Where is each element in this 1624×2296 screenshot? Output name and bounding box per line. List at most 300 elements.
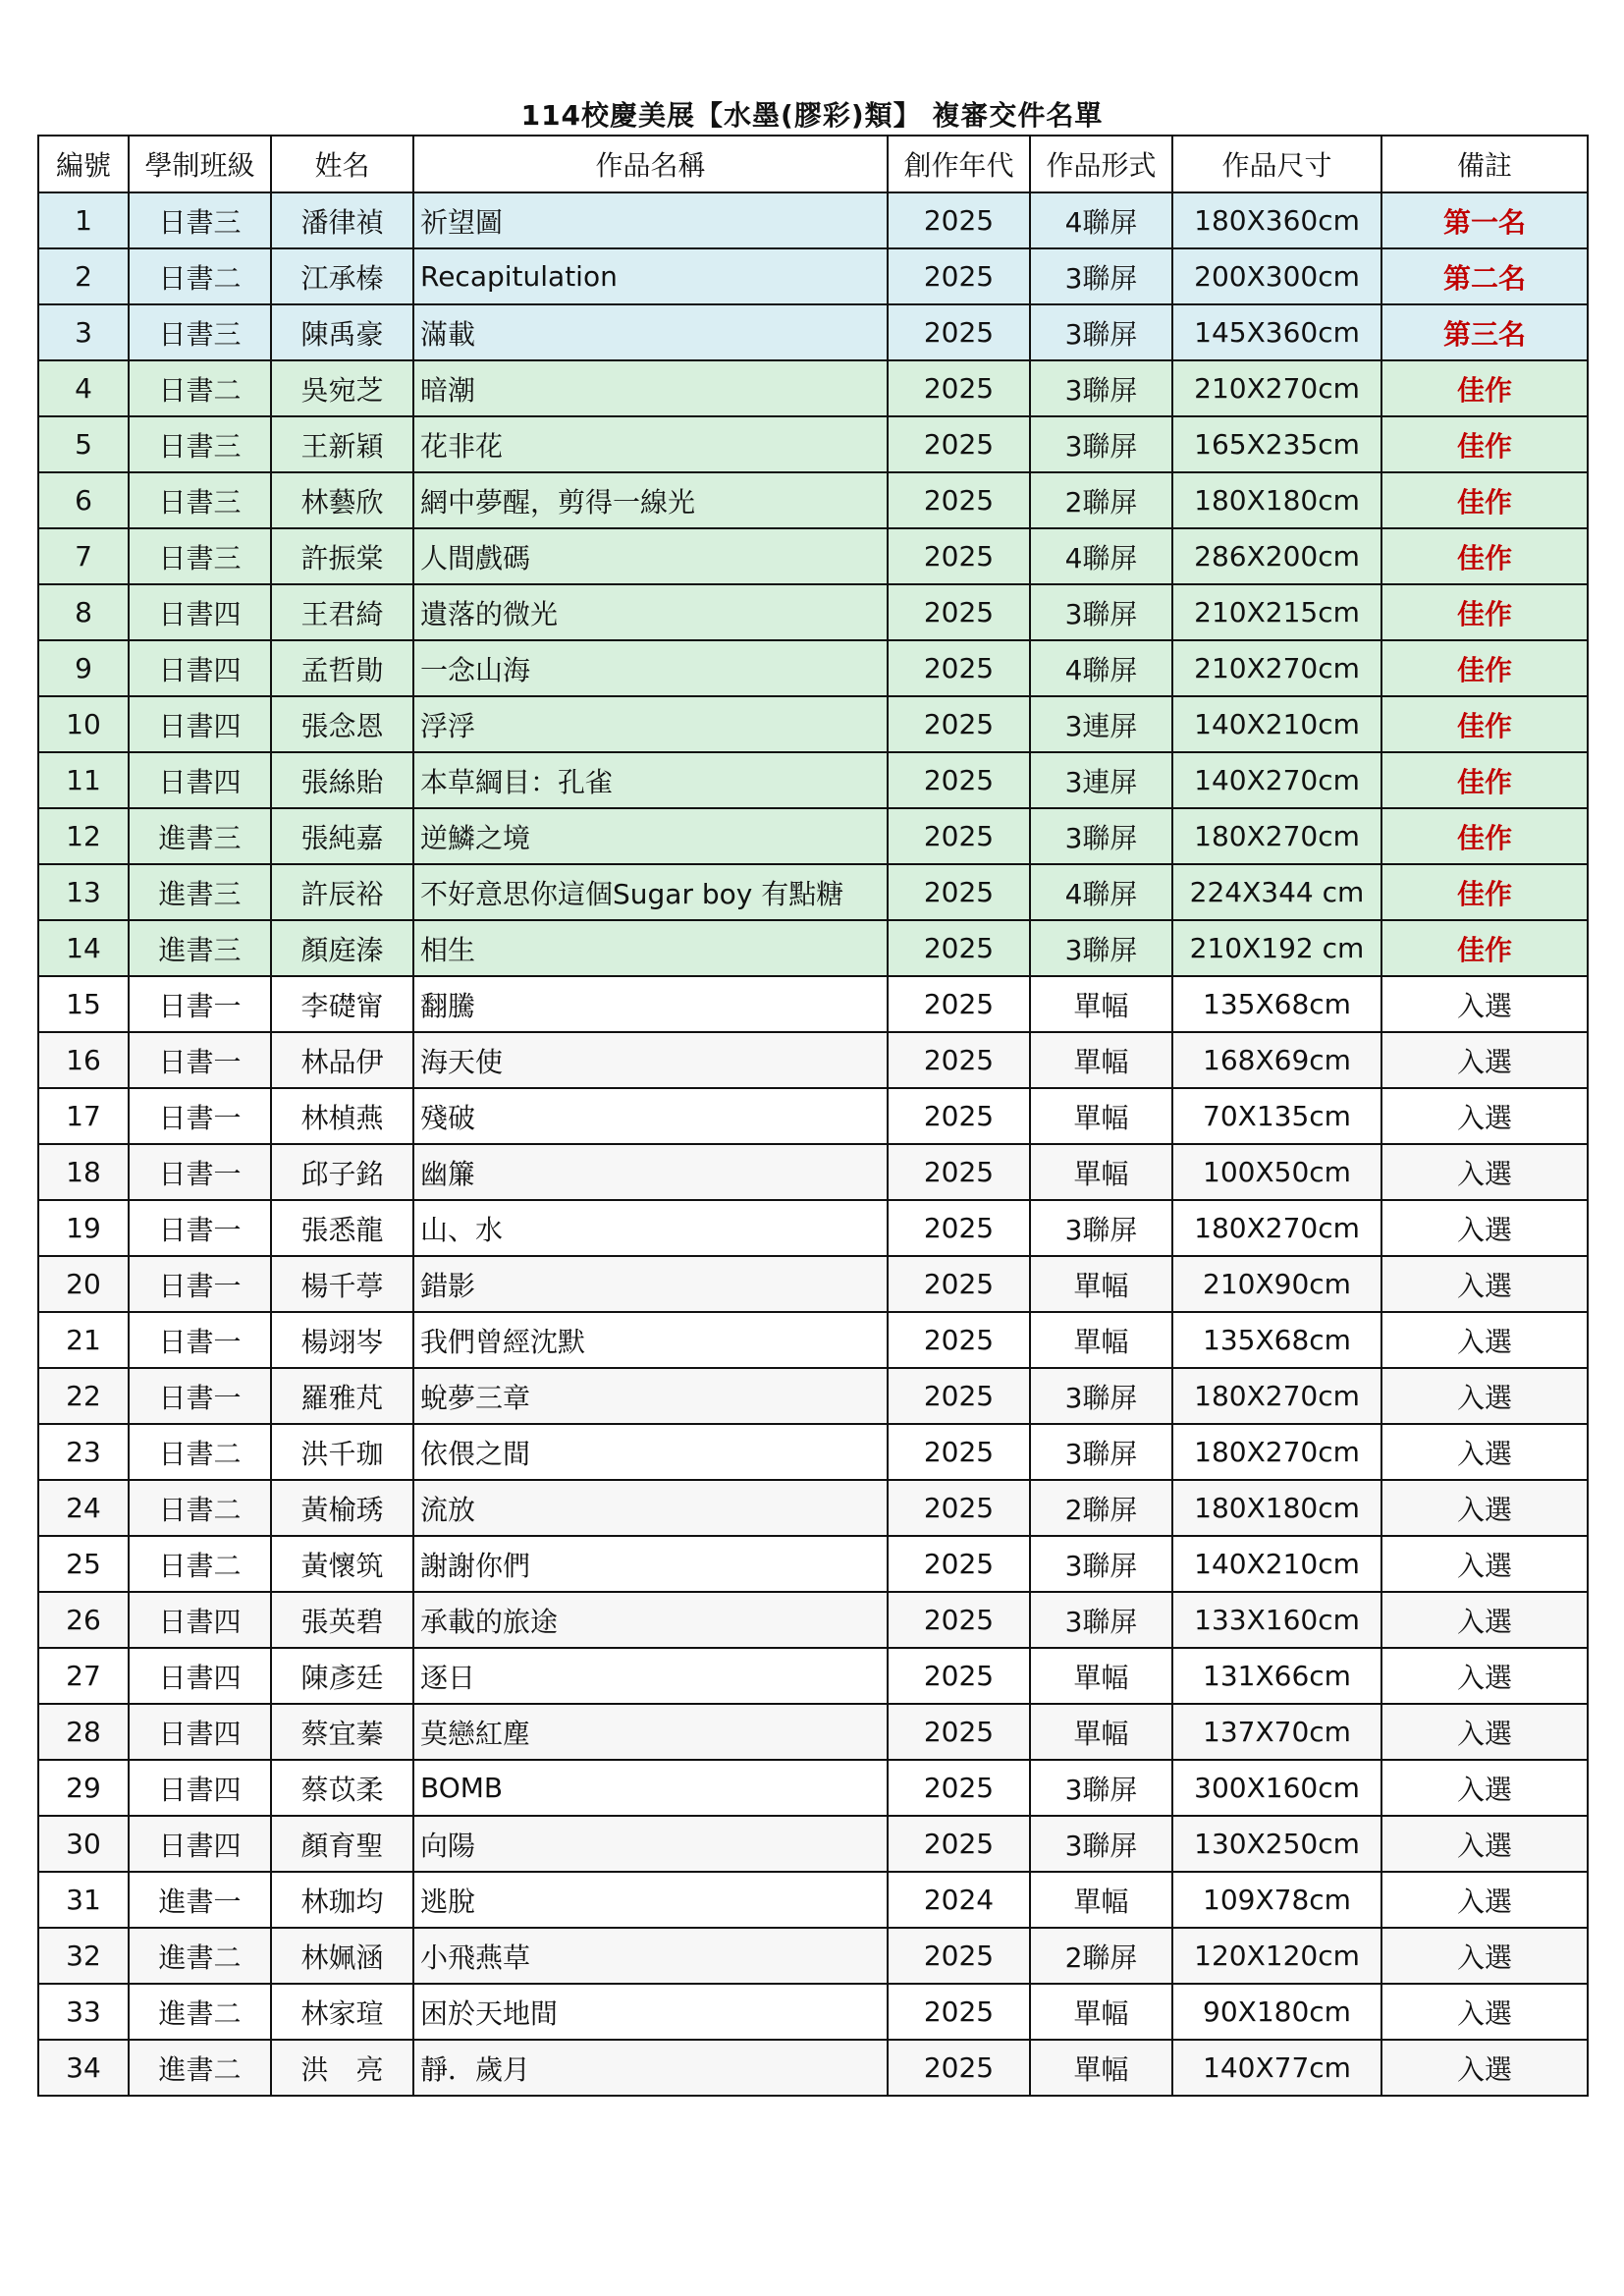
- cell-remark: 入選: [1381, 1592, 1588, 1648]
- cell-year: 2025: [888, 976, 1030, 1032]
- cell-year: 2025: [888, 1984, 1030, 2040]
- header-format: 作品形式: [1030, 136, 1172, 192]
- table-row: [38, 1984, 1588, 2040]
- cell-format: 3聯屏: [1030, 416, 1172, 472]
- cell-class: 進書三: [129, 920, 271, 976]
- table-row: [38, 1368, 1588, 1424]
- table-row: [38, 1592, 1588, 1648]
- cell-year: 2025: [888, 1144, 1030, 1200]
- table-row: [38, 696, 1588, 752]
- cell-remark: 入選: [1381, 1200, 1588, 1256]
- cell-format: 3連屏: [1030, 752, 1172, 808]
- cell-student-name: 陳彥廷: [271, 1648, 413, 1704]
- cell-class: 進書二: [129, 1984, 271, 2040]
- cell-size: 180X270cm: [1172, 1368, 1381, 1424]
- table-row: [38, 1088, 1588, 1144]
- cell-student-name: 邱子銘: [271, 1144, 413, 1200]
- cell-work-title: 相生: [413, 920, 888, 976]
- cell-student-name: 洪 亮: [271, 2040, 413, 2096]
- cell-class: 日書二: [129, 1536, 271, 1592]
- cell-student-name: 陳禹豪: [271, 304, 413, 360]
- cell-remark: 佳作: [1381, 696, 1588, 752]
- cell-format: 3聯屏: [1030, 1816, 1172, 1872]
- table-row: [38, 1928, 1588, 1984]
- cell-format: 3聯屏: [1030, 808, 1172, 864]
- cell-year: 2025: [888, 1928, 1030, 1984]
- cell-remark: 佳作: [1381, 584, 1588, 640]
- cell-remark: 入選: [1381, 1704, 1588, 1760]
- cell-format: 3聯屏: [1030, 1760, 1172, 1816]
- cell-number: 34: [38, 2040, 129, 2096]
- cell-work-title: 花非花: [413, 416, 888, 472]
- cell-class: 日書三: [129, 192, 271, 248]
- cell-size: 140X210cm: [1172, 696, 1381, 752]
- cell-remark: 佳作: [1381, 528, 1588, 584]
- cell-number: 9: [38, 640, 129, 696]
- cell-work-title: BOMB: [413, 1760, 888, 1816]
- cell-student-name: 林品伊: [271, 1032, 413, 1088]
- cell-format: 3聯屏: [1030, 1200, 1172, 1256]
- cell-number: 11: [38, 752, 129, 808]
- cell-remark: 入選: [1381, 1032, 1588, 1088]
- cell-remark: 入選: [1381, 1368, 1588, 1424]
- cell-number: 15: [38, 976, 129, 1032]
- cell-year: 2025: [888, 1592, 1030, 1648]
- cell-number: 23: [38, 1424, 129, 1480]
- cell-format: 單幅: [1030, 1144, 1172, 1200]
- cell-class: 日書四: [129, 584, 271, 640]
- cell-work-title: 錯影: [413, 1256, 888, 1312]
- cell-student-name: 張念恩: [271, 696, 413, 752]
- table-row: [38, 1704, 1588, 1760]
- cell-remark: 入選: [1381, 1760, 1588, 1816]
- cell-format: 3聯屏: [1030, 1368, 1172, 1424]
- cell-number: 8: [38, 584, 129, 640]
- cell-class: 日書二: [129, 248, 271, 304]
- cell-remark: 第一名: [1381, 192, 1588, 248]
- cell-remark: 第二名: [1381, 248, 1588, 304]
- cell-work-title: 祈望圖: [413, 192, 888, 248]
- cell-year: 2025: [888, 640, 1030, 696]
- table-row: [38, 1032, 1588, 1088]
- cell-work-title: 依偎之間: [413, 1424, 888, 1480]
- cell-year: 2025: [888, 1536, 1030, 1592]
- table-row: [38, 864, 1588, 920]
- cell-student-name: 張純嘉: [271, 808, 413, 864]
- table-row: [38, 416, 1588, 472]
- cell-remark: 入選: [1381, 976, 1588, 1032]
- cell-class: 進書二: [129, 2040, 271, 2096]
- cell-class: 進書一: [129, 1872, 271, 1928]
- cell-number: 7: [38, 528, 129, 584]
- cell-student-name: 楊千葶: [271, 1256, 413, 1312]
- cell-remark: 入選: [1381, 1480, 1588, 1536]
- cell-remark: 入選: [1381, 1144, 1588, 1200]
- cell-work-title: 蛻夢三章: [413, 1368, 888, 1424]
- cell-number: 32: [38, 1928, 129, 1984]
- cell-work-title: 謝謝你們: [413, 1536, 888, 1592]
- table-row: [38, 1256, 1588, 1312]
- cell-work-title: 小飛燕草: [413, 1928, 888, 1984]
- cell-work-title: 海天使: [413, 1032, 888, 1088]
- cell-number: 6: [38, 472, 129, 528]
- cell-year: 2025: [888, 1032, 1030, 1088]
- cell-student-name: 蔡宜蓁: [271, 1704, 413, 1760]
- cell-work-title: 向陽: [413, 1816, 888, 1872]
- cell-student-name: 孟哲勛: [271, 640, 413, 696]
- table-row: [38, 528, 1588, 584]
- cell-size: 180X180cm: [1172, 472, 1381, 528]
- cell-work-title: 浮浮: [413, 696, 888, 752]
- cell-work-title: 翻騰: [413, 976, 888, 1032]
- cell-work-title: Recapitulation: [413, 248, 888, 304]
- cell-year: 2025: [888, 584, 1030, 640]
- table-row: [38, 808, 1588, 864]
- cell-work-title: 山、水: [413, 1200, 888, 1256]
- cell-work-title: 人間戲碼: [413, 528, 888, 584]
- cell-number: 3: [38, 304, 129, 360]
- cell-class: 日書三: [129, 416, 271, 472]
- cell-student-name: 林藝欣: [271, 472, 413, 528]
- cell-class: 日書二: [129, 1480, 271, 1536]
- table-row: [38, 1424, 1588, 1480]
- cell-size: 180X270cm: [1172, 1200, 1381, 1256]
- cell-format: 3聯屏: [1030, 1536, 1172, 1592]
- cell-size: 145X360cm: [1172, 304, 1381, 360]
- cell-size: 140X210cm: [1172, 1536, 1381, 1592]
- cell-work-title: 不好意思你這個Sugar boy 有點糖: [413, 864, 888, 920]
- cell-class: 日書四: [129, 1816, 271, 1872]
- table-row: [38, 2040, 1588, 2096]
- cell-student-name: 楊翊岑: [271, 1312, 413, 1368]
- cell-size: 200X300cm: [1172, 248, 1381, 304]
- cell-size: 210X215cm: [1172, 584, 1381, 640]
- cell-year: 2025: [888, 1816, 1030, 1872]
- cell-class: 日書一: [129, 1032, 271, 1088]
- cell-work-title: 網中夢醒，剪得一線光: [413, 472, 888, 528]
- cell-size: 131X66cm: [1172, 1648, 1381, 1704]
- table-row: [38, 1536, 1588, 1592]
- cell-class: 日書四: [129, 696, 271, 752]
- cell-remark: 入選: [1381, 1872, 1588, 1928]
- cell-work-title: 遺落的微光: [413, 584, 888, 640]
- cell-remark: 入選: [1381, 1312, 1588, 1368]
- cell-format: 3聯屏: [1030, 920, 1172, 976]
- cell-number: 30: [38, 1816, 129, 1872]
- table-row: [38, 640, 1588, 696]
- table-row: [38, 1816, 1588, 1872]
- cell-size: 140X77cm: [1172, 2040, 1381, 2096]
- cell-student-name: 許振棠: [271, 528, 413, 584]
- cell-format: 3連屏: [1030, 696, 1172, 752]
- cell-remark: 入選: [1381, 1816, 1588, 1872]
- cell-year: 2025: [888, 1648, 1030, 1704]
- table-row: [38, 304, 1588, 360]
- cell-format: 4聯屏: [1030, 864, 1172, 920]
- cell-year: 2025: [888, 1200, 1030, 1256]
- cell-size: 140X270cm: [1172, 752, 1381, 808]
- cell-size: 90X180cm: [1172, 1984, 1381, 2040]
- table-row: [38, 360, 1588, 416]
- table-body: [38, 192, 1588, 2096]
- cell-student-name: 吳宛芝: [271, 360, 413, 416]
- cell-remark: 入選: [1381, 1928, 1588, 1984]
- cell-number: 25: [38, 1536, 129, 1592]
- cell-format: 單幅: [1030, 1704, 1172, 1760]
- cell-work-title: 一念山海: [413, 640, 888, 696]
- cell-size: 135X68cm: [1172, 976, 1381, 1032]
- cell-number: 29: [38, 1760, 129, 1816]
- cell-format: 4聯屏: [1030, 640, 1172, 696]
- cell-format: 3聯屏: [1030, 584, 1172, 640]
- cell-student-name: 黃榆琇: [271, 1480, 413, 1536]
- header-year: 創作年代: [888, 136, 1030, 192]
- cell-size: 210X270cm: [1172, 640, 1381, 696]
- header-class: 學制班級: [129, 136, 271, 192]
- table-row: [38, 584, 1588, 640]
- cell-size: 300X160cm: [1172, 1760, 1381, 1816]
- cell-class: 日書一: [129, 1088, 271, 1144]
- cell-class: 日書一: [129, 1200, 271, 1256]
- cell-work-title: 莫戀紅塵: [413, 1704, 888, 1760]
- cell-student-name: 黃懷筑: [271, 1536, 413, 1592]
- table-row: [38, 1872, 1588, 1928]
- cell-number: 2: [38, 248, 129, 304]
- cell-class: 日書一: [129, 1144, 271, 1200]
- cell-year: 2025: [888, 1760, 1030, 1816]
- cell-student-name: 李礎甯: [271, 976, 413, 1032]
- cell-format: 單幅: [1030, 1032, 1172, 1088]
- cell-size: 120X120cm: [1172, 1928, 1381, 1984]
- cell-format: 單幅: [1030, 976, 1172, 1032]
- cell-size: 210X270cm: [1172, 360, 1381, 416]
- cell-year: 2025: [888, 248, 1030, 304]
- cell-year: 2025: [888, 416, 1030, 472]
- cell-number: 14: [38, 920, 129, 976]
- cell-work-title: 承載的旅途: [413, 1592, 888, 1648]
- cell-format: 單幅: [1030, 1872, 1172, 1928]
- cell-year: 2025: [888, 864, 1030, 920]
- cell-year: 2025: [888, 1480, 1030, 1536]
- cell-year: 2025: [888, 920, 1030, 976]
- cell-size: 224X344 cm: [1172, 864, 1381, 920]
- cell-format: 單幅: [1030, 1088, 1172, 1144]
- cell-remark: 入選: [1381, 1088, 1588, 1144]
- cell-class: 日書四: [129, 640, 271, 696]
- page-title: 114校慶美展【水墨(膠彩)類】 複審交件名單: [520, 99, 1104, 132]
- cell-work-title: 我們曾經沈默: [413, 1312, 888, 1368]
- cell-number: 26: [38, 1592, 129, 1648]
- table-row: [38, 472, 1588, 528]
- cell-number: 13: [38, 864, 129, 920]
- cell-remark: 佳作: [1381, 752, 1588, 808]
- cell-number: 10: [38, 696, 129, 752]
- cell-class: 日書四: [129, 752, 271, 808]
- cell-work-title: 殘破: [413, 1088, 888, 1144]
- table-row: [38, 1760, 1588, 1816]
- cell-size: 286X200cm: [1172, 528, 1381, 584]
- cell-remark: 入選: [1381, 1536, 1588, 1592]
- cell-size: 210X192 cm: [1172, 920, 1381, 976]
- cell-remark: 佳作: [1381, 920, 1588, 976]
- cell-size: 180X180cm: [1172, 1480, 1381, 1536]
- cell-number: 24: [38, 1480, 129, 1536]
- cell-number: 22: [38, 1368, 129, 1424]
- cell-format: 單幅: [1030, 1648, 1172, 1704]
- cell-work-title: 困於天地間: [413, 1984, 888, 2040]
- cell-class: 日書四: [129, 1760, 271, 1816]
- header-size: 作品尺寸: [1172, 136, 1381, 192]
- cell-year: 2024: [888, 1872, 1030, 1928]
- cell-student-name: 林珈均: [271, 1872, 413, 1928]
- table-row: [38, 248, 1588, 304]
- cell-format: 3聯屏: [1030, 304, 1172, 360]
- cell-format: 2聯屏: [1030, 472, 1172, 528]
- cell-number: 5: [38, 416, 129, 472]
- cell-work-title: 流放: [413, 1480, 888, 1536]
- cell-size: 133X160cm: [1172, 1592, 1381, 1648]
- cell-size: 135X68cm: [1172, 1312, 1381, 1368]
- cell-class: 日書三: [129, 304, 271, 360]
- cell-format: 3聯屏: [1030, 248, 1172, 304]
- cell-year: 2025: [888, 472, 1030, 528]
- cell-work-title: 暗潮: [413, 360, 888, 416]
- cell-class: 日書四: [129, 1648, 271, 1704]
- cell-number: 18: [38, 1144, 129, 1200]
- cell-format: 單幅: [1030, 2040, 1172, 2096]
- table-row: [38, 976, 1588, 1032]
- table-row: [38, 192, 1588, 248]
- cell-student-name: 林姵涵: [271, 1928, 413, 1984]
- cell-year: 2025: [888, 1704, 1030, 1760]
- cell-class: 日書一: [129, 1312, 271, 1368]
- cell-size: 180X360cm: [1172, 192, 1381, 248]
- cell-year: 2025: [888, 1312, 1030, 1368]
- cell-year: 2025: [888, 1424, 1030, 1480]
- cell-year: 2025: [888, 304, 1030, 360]
- cell-student-name: 洪千珈: [271, 1424, 413, 1480]
- cell-student-name: 許辰裕: [271, 864, 413, 920]
- cell-year: 2025: [888, 1088, 1030, 1144]
- cell-class: 日書二: [129, 360, 271, 416]
- header-remarks: 備註: [1381, 136, 1588, 192]
- cell-remark: 佳作: [1381, 808, 1588, 864]
- cell-size: 109X78cm: [1172, 1872, 1381, 1928]
- cell-remark: 佳作: [1381, 416, 1588, 472]
- table-row: [38, 1648, 1588, 1704]
- cell-work-title: 本草綱目：孔雀: [413, 752, 888, 808]
- cell-year: 2025: [888, 808, 1030, 864]
- cell-size: 210X90cm: [1172, 1256, 1381, 1312]
- cell-format: 3聯屏: [1030, 1592, 1172, 1648]
- cell-remark: 入選: [1381, 1984, 1588, 2040]
- cell-student-name: 林家瑄: [271, 1984, 413, 2040]
- cell-number: 16: [38, 1032, 129, 1088]
- table-row: [38, 1200, 1588, 1256]
- table-row: [38, 1312, 1588, 1368]
- cell-format: 2聯屏: [1030, 1928, 1172, 1984]
- cell-format: 3聯屏: [1030, 1424, 1172, 1480]
- header-work-title: 作品名稱: [413, 136, 888, 192]
- cell-work-title: 靜．歲月: [413, 2040, 888, 2096]
- header-row: [38, 136, 1588, 192]
- cell-student-name: 林楨燕: [271, 1088, 413, 1144]
- cell-number: 28: [38, 1704, 129, 1760]
- cell-work-title: 逆鱗之境: [413, 808, 888, 864]
- cell-class: 日書一: [129, 976, 271, 1032]
- cell-size: 168X69cm: [1172, 1032, 1381, 1088]
- cell-remark: 佳作: [1381, 864, 1588, 920]
- cell-format: 3聯屏: [1030, 360, 1172, 416]
- cell-year: 2025: [888, 192, 1030, 248]
- cell-number: 12: [38, 808, 129, 864]
- cell-size: 130X250cm: [1172, 1816, 1381, 1872]
- cell-remark: 佳作: [1381, 360, 1588, 416]
- cell-class: 日書一: [129, 1256, 271, 1312]
- cell-size: 70X135cm: [1172, 1088, 1381, 1144]
- cell-work-title: 幽簾: [413, 1144, 888, 1200]
- cell-class: 日書四: [129, 1592, 271, 1648]
- cell-student-name: 羅雅芃: [271, 1368, 413, 1424]
- cell-student-name: 潘律禎: [271, 192, 413, 248]
- cell-year: 2025: [888, 1256, 1030, 1312]
- cell-remark: 佳作: [1381, 472, 1588, 528]
- cell-remark: 第三名: [1381, 304, 1588, 360]
- cell-format: 單幅: [1030, 1256, 1172, 1312]
- cell-year: 2025: [888, 1368, 1030, 1424]
- cell-year: 2025: [888, 752, 1030, 808]
- cell-size: 100X50cm: [1172, 1144, 1381, 1200]
- cell-year: 2025: [888, 528, 1030, 584]
- cell-class: 進書三: [129, 808, 271, 864]
- cell-number: 20: [38, 1256, 129, 1312]
- cell-student-name: 顏庭溱: [271, 920, 413, 976]
- cell-class: 進書三: [129, 864, 271, 920]
- cell-format: 4聯屏: [1030, 528, 1172, 584]
- cell-number: 1: [38, 192, 129, 248]
- cell-class: 日書一: [129, 1368, 271, 1424]
- cell-number: 33: [38, 1984, 129, 2040]
- table-row: [38, 1144, 1588, 1200]
- cell-class: 日書三: [129, 528, 271, 584]
- cell-number: 21: [38, 1312, 129, 1368]
- cell-year: 2025: [888, 2040, 1030, 2096]
- cell-remark: 入選: [1381, 1424, 1588, 1480]
- cell-student-name: 王君綺: [271, 584, 413, 640]
- cell-number: 4: [38, 360, 129, 416]
- cell-year: 2025: [888, 696, 1030, 752]
- cell-work-title: 逐日: [413, 1648, 888, 1704]
- submission-table: [37, 135, 1589, 2097]
- cell-work-title: 滿載: [413, 304, 888, 360]
- table-row: [38, 1480, 1588, 1536]
- cell-remark: 入選: [1381, 1648, 1588, 1704]
- cell-remark: 入選: [1381, 2040, 1588, 2096]
- cell-student-name: 張英碧: [271, 1592, 413, 1648]
- table-row: [38, 752, 1588, 808]
- cell-remark: 入選: [1381, 1256, 1588, 1312]
- cell-student-name: 顏育聖: [271, 1816, 413, 1872]
- header-name: 姓名: [271, 136, 413, 192]
- cell-class: 日書四: [129, 1704, 271, 1760]
- cell-student-name: 江承榛: [271, 248, 413, 304]
- cell-number: 27: [38, 1648, 129, 1704]
- cell-size: 137X70cm: [1172, 1704, 1381, 1760]
- cell-format: 2聯屏: [1030, 1480, 1172, 1536]
- cell-number: 17: [38, 1088, 129, 1144]
- cell-number: 31: [38, 1872, 129, 1928]
- cell-format: 單幅: [1030, 1984, 1172, 2040]
